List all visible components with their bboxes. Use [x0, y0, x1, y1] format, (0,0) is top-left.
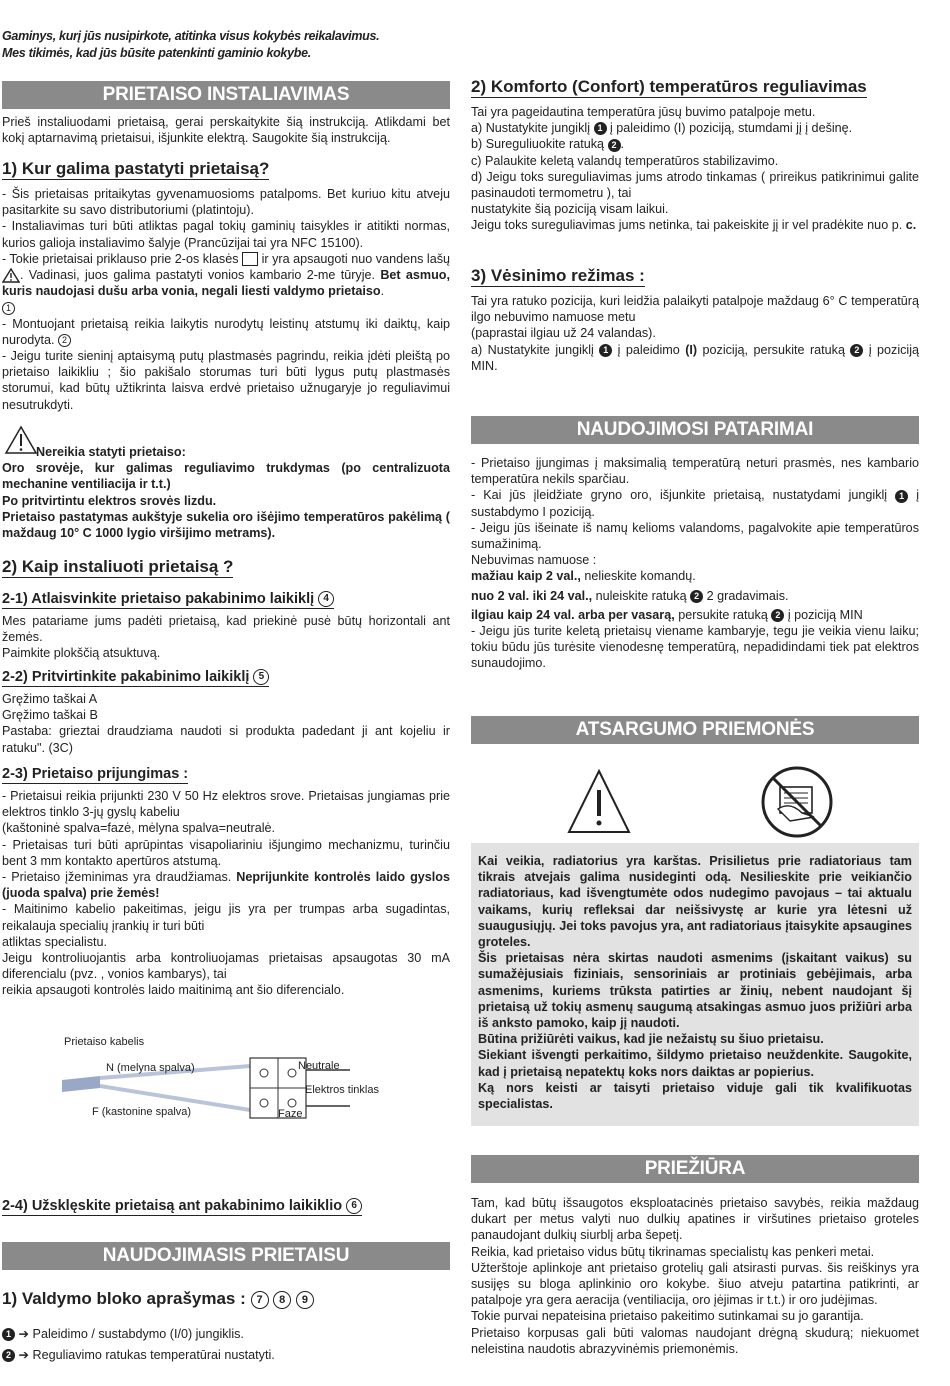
- comfort-5: d) Jeigu toks sureguliavimas jums atrodo tinkamas ( prireikus patikrinimui galite pasinaudoti termometru ), tai: [471, 169, 919, 201]
- label-cable: Prietaiso kabelis: [64, 1036, 145, 1048]
- banner-tips: NAUDOJIMOSI PATARIMAI: [471, 416, 919, 444]
- tip-8: - Jeigu jūs turite keletą prietaisų viename kambaryje, tegu jie veikia vienu laiku; tokiu būdu jūs turėsite vienodesnę temperatūrą, nepadidindami tiek pat elektros sunaudojimo.: [471, 624, 919, 671]
- marker-v1: 1: [599, 344, 612, 357]
- tip-2a: - Kai jūs įleidžiate gryno oro, išjunkite prietaisą, nustatydami jungiklį: [471, 488, 888, 503]
- precaution-3: Būtina prižiūrėti vaikus, kad jie nežaistų su šiuo prietaisu.: [478, 1032, 824, 1047]
- heading-2-4: [2, 1197, 362, 1216]
- banner-maintenance: PRIEŽIŪRA: [471, 1155, 919, 1183]
- tip-6b: nuleiskite ratuką: [595, 588, 687, 603]
- control-item-1: ➔ Paleidimo / sustabdymo (I/0) jungiklis.: [18, 1327, 244, 1341]
- where-text: - Šis prietaisas pritaikytas gyvenamuosioms patalpoms. Bet kuriuo kitu atveju pasitarkite su savo distributoriumi (platintoju). - Instaliavimas turi būti atliktas pagal tokių gaminių taisykles ir atitikti normas, kurios galioja instaliavimo šalyje (Prancūzijai tai yra NFC 15100). - Tokie prietaisai priklauso prie 2-os klasės ir yra apsaugoti nuo vandens lašų . Vadinasi, juos galima pastatyti vonios kambario 2-me tūryje. Bet asmuo, kuris naudojasi dušu arba vonia, negali liesti valdymo prietaiso. 1 - Montuojant prietaisą reikia laikytis nurodytų leistinų atstumų iki daiktų, kaip nurodyta. 2 - Jeigu turite sieninį aptaisymą putų plastmasės pagrindu, reikia įdėti pleištą po prietaiso laikikliu ; šio pakišalo storumas turi būti lygus putų plastmasės storumui, kad būtų užtikrinta laisva erdvė prietaiso užnugaryje jo reguliavimui nesutrukdyti.: [2, 187, 451, 412]
- marker-4: 4: [318, 591, 334, 607]
- text-2-3h: Jeigu kontroliuojantis arba kontroliuojamas prietaisas apsaugotas 30 mA diferencialu (pvz. , vonios kambarys), tai: [2, 951, 450, 982]
- heading-cooling: 3) Vėsinimo režimas :: [471, 266, 645, 285]
- where-5: - Jeigu turite sieninį aptaisymą putų plastmasės pagrindu, reikia įdėti pleištą po prietaiso laikikliu ; šio pakišalo storumas turi būti lygus putų plastmasės storumui, kad būtų užtikrinta laisva erdvė prietaiso užnugaryje jo reguliavimui nesutrukdyti.: [2, 349, 450, 412]
- precautions-box: [471, 843, 919, 1126]
- cooling-3b: į paleidimo: [617, 342, 680, 357]
- cooling-3d: poziciją, persukite ratuką: [702, 342, 845, 357]
- heading-2-1: [2, 590, 334, 609]
- marker-t6: 2: [690, 590, 703, 603]
- comfort-7b: c.: [905, 218, 917, 233]
- wiring-diagram: [60, 1032, 400, 1124]
- precaution-2: Šis prietaisas nėra skirtas naudoti asmenims (įskaitant vaikus) su sumažėjusiais fiziniais, sensoriniais ar protiniais gebėjimais, arba asmenims, kuriems trūksta patirties ar žinių, nebent naudojant šį prietaisą už tokių asmenų saugumą atsakingas asmuo juos prižiūri arba iš anksto pamoko, kaip jį naudoti.: [478, 951, 912, 1031]
- warning-triangle-icon: [2, 268, 20, 283]
- tip-3: - Jeigu jūs išeinate iš namų kelioms valandoms, pagalvokite apie temperatūros sumažinimą.: [471, 520, 919, 552]
- label-network: Elektros tinklas: [305, 1084, 379, 1096]
- marker-c3: 2: [608, 139, 621, 152]
- precaution-1: Kai veikia, radiatorius yra karštas. Prisilietus prie radiatoriaus tam tikrais atvejais galima nusideginti odą. Nesilieskite prie veikiančio radiatoriaus, kad išvengtumėte odos nudegimo pavojaus – tai aktualu vaikams, kurių refleksai dar neišsivystę ar kurie yra lėtesni už suaugusiųjų. Jei toks pavojus yra, ant radiatoriaus įtaisykite apsaugines groteles.: [478, 854, 912, 950]
- maintenance-3: Užterštoje aplinkoje ant prietaiso grotelių gali atsirasti purvas. šis reiškinys yra susijęs su bloga aplinkinio oro kokybe. šiuo atveju patartina patikrinti, ar patalpoje yra gera aeracija (ventiliacija, oro įėjimas ir t.t.) ir oro judėjimas.: [471, 1260, 919, 1308]
- marker-filled-1: 1: [2, 1328, 15, 1341]
- install-intro: Prieš instaliuodami prietaisą, gerai perskaitykite šią instrukciją. Atlikdami bet kokį aptarnavimą prietaisui, išjunkite elektrą. Saugokite šią instrukciją.: [2, 115, 450, 146]
- comfort-2b: į paleidimo (I) poziciją, stumdami jį į dešinę.: [610, 121, 853, 136]
- marker-8: 8: [273, 1291, 291, 1309]
- warning-block: [2, 444, 450, 541]
- class-2-square-icon: [242, 252, 258, 266]
- precautions-text: [471, 843, 919, 1112]
- cooling-text: [471, 293, 919, 374]
- control-item-2: ➔ Reguliavimo ratukas temperatūrai nustatyti.: [18, 1348, 275, 1362]
- comfort-4: c) Palaukite keletą valandų temperatūros stabilizavimo.: [471, 153, 779, 168]
- text-2-1: [2, 613, 450, 662]
- heading-how: 2) Kaip instaliuoti prietaisą ?: [2, 557, 234, 576]
- tip-6c: 2 gradavimais.: [706, 588, 789, 603]
- intro: [2, 28, 522, 62]
- intro-line-1: Gaminys, kurį jūs nusipirkote, atitinka visus kokybės reikalavimus.: [2, 29, 380, 43]
- comfort-2a: a) Nustatykite jungiklį: [471, 121, 590, 136]
- marker-1: 1: [2, 302, 15, 315]
- warning-1: Oro srovėje, kur galimas reguliavimo trukdymas (po centralizuota mechanine ventiliacija ir t.t.): [2, 461, 450, 492]
- text-2-3b: (kaštoninė spalva=fazė, mėlyna spalva=neutralė.: [2, 821, 276, 836]
- tip-1: - Prietaiso įjungimas į maksimalią temperatūrą neturi prasmės, nes kambario temperatūra nekils sparčiau.: [471, 456, 919, 487]
- label-f: F (kastonine spalva): [92, 1106, 192, 1118]
- where-3c: . Vadinasi, juos galima pastatyti vonios kambario 2-me tūryje.: [20, 268, 376, 283]
- marker-2: 2: [58, 334, 71, 347]
- text-2-2a: Gręžimo taškai A: [2, 692, 98, 706]
- cooling-3e: į poziciją MIN.: [471, 342, 920, 373]
- text-2-3g: atliktas specialistu.: [2, 934, 107, 949]
- comfort-3: b) Sureguliuokite ratuką: [471, 137, 605, 152]
- where-1: - Šis prietaisas pritaikytas gyvenamuosioms patalpoms. Bet kuriuo kitu atveju pasitarkite su savo distributoriumi (platintoju).: [2, 187, 450, 218]
- marker-c2: 1: [594, 122, 607, 135]
- text-2-1a: Mes patariame jums padėti prietaisą, kad priekinė pusė būtų horizontali ant žemės.: [2, 614, 450, 645]
- cooling-3a: a) Nustatykite jungiklį: [471, 342, 594, 357]
- marker-6: 6: [346, 1198, 362, 1214]
- marker-filled-2: 2: [2, 1349, 15, 1362]
- text-2-3: [2, 788, 450, 999]
- maintenance-1: Tam, kad būtų išsaugotos eksploatacinės prietaiso savybės, reikia maždaug dukart per metus valyti nuo dulkių apatines ir viršutines prietaiso groteles panaudojant dulkių siurblį arba šepetį.: [471, 1196, 919, 1243]
- tip-4: Nebuvimas namuose :: [471, 553, 597, 568]
- text-2-1b: Paimkite plokščią atsuktuvą.: [2, 646, 161, 661]
- comfort-7: Jeigu toks sureguliavimas jums netinka, tai pakeiskite jį ir vel pradėkite nuo p.: [471, 218, 903, 233]
- control-list: [2, 1324, 450, 1366]
- text-2-3d: - Prietaiso įžeminimas yra draudžiamas.: [2, 870, 232, 885]
- where-3a: - Tokie prietaisai priklauso prie 2-os klasės: [2, 251, 239, 266]
- tips-text: [471, 455, 919, 672]
- heading-2-2-text: 2-2) Pritvirtinkite pakabinimo laikiklį: [2, 669, 250, 685]
- heading-2-4-text: 2-4) Užsklęskite prietaisą ant pakabinimo laikiklio: [2, 1198, 343, 1214]
- warning-hot-surface-icon: [566, 768, 632, 836]
- intro-line-2: Mes tikimės, kad jūs būsite patenkinti gaminio kokybe.: [2, 46, 311, 60]
- tip-2b: į sustabdymo I poziciją.: [471, 488, 919, 519]
- cooling-2: (paprastai ilgiau už 24 valandas).: [471, 326, 656, 341]
- precaution-5: Ką nors keisti ar taisyti prietaiso viduje gali tik kvalifikuotas specialistas.: [478, 1080, 912, 1112]
- marker-9: 9: [296, 1291, 314, 1309]
- label-phase: Faze: [278, 1108, 303, 1120]
- heading-2-2: [2, 668, 269, 687]
- marker-t2: 1: [895, 490, 908, 503]
- cooling-1: Tai yra ratuko pozicija, kuri leidžia palaikyti patalpoje maždaug 6° C temperatūrą ilgo nebuvimo namuose metu: [471, 294, 919, 325]
- banner-precautions: ATSARGUMO PRIEMONĖS: [471, 716, 919, 744]
- warning-title: Nereikia statyti prietaiso:: [36, 445, 186, 459]
- maintenance-text: [471, 1195, 919, 1357]
- tip-7c: į poziciją MIN: [787, 607, 863, 622]
- text-2-3e: Neprijunkite kontrolės laido gyslos (juoda spalva) prie žemės!: [2, 870, 451, 901]
- text-2-3f: - Maitinimo kabelio pakeitimas, jeigu jis yra per trumpas arba sugadintas, reikalauja specialių įrankių ir turi būti: [2, 902, 450, 933]
- marker-7: 7: [251, 1291, 269, 1309]
- tip-5a: mažiau kaip 2 val.,: [471, 569, 581, 584]
- comfort-text: Tai yra pageidautina temperatūra jūsų buvimo patalpoje metu. a) Nustatykite jungiklį 1 į paleidimo (I) poziciją, stumdami jį į dešinę. b) Sureguliuokite ratuką 2 . c) Palaukite keletą valandų temperatūros stabilizavimo. d) Jeigu toks sureguliavimas jums atrodo tinkamas ( prireikus patikrinimui galite pasinaudoti termometru ), tai nustatykite šią poziciją visam laikui. Jeigu toks sureguliavimas jums netinka, tai pakeiskite jį ir vel pradėkite nuo p. c.: [471, 105, 919, 233]
- heading-control-text: 1) Valdymo bloko aprašymas :: [2, 1289, 246, 1308]
- text-2-2c: Pastaba: grieztai draudziama naudoti si produkta padedant ji ant kojeliu ir ratuku". (3C): [2, 724, 450, 755]
- warning-2: Po pritvirtintu elektros srovės lizdu.: [2, 493, 217, 508]
- marker-v2: 2: [850, 344, 863, 357]
- marker-5: 5: [253, 669, 269, 685]
- heading-comfort: 2) Komforto (Confort) temperatūros reguliavimas: [471, 77, 867, 96]
- tip-7a: ilgiau kaip 24 val. arba per vasarą,: [471, 607, 675, 622]
- tip-7b: persukite ratuką: [678, 607, 768, 622]
- label-neutral: Neutrale: [298, 1060, 340, 1072]
- heading-control: [2, 1289, 314, 1309]
- tip-5b: nelieskite komandų.: [584, 569, 696, 584]
- do-not-cover-icon: [760, 765, 834, 839]
- warning-3: Prietaiso pastatymas aukštyje sukelia oro išėjimo temperatūros pakėlimą ( maždaug 10° C 1000 lygio viršijimo metrams).: [2, 509, 450, 541]
- comfort-1: Tai yra pageidautina temperatūra jūsų buvimo patalpoje metu.: [471, 105, 816, 119]
- where-3b: ir yra apsaugoti nuo vandens lašų: [261, 251, 451, 266]
- banner-installation: PRIETAISO INSTALIAVIMAS: [2, 81, 450, 109]
- where-4a: - Montuojant prietaisą reikia laikytis nurodytų leistinų atstumų iki daiktų, kaip nurodyta.: [2, 316, 450, 347]
- comfort-6: nustatykite šią poziciją visam laikui.: [471, 202, 669, 217]
- where-2: - Instaliavimas turi būti atliktas pagal tokių gaminių taisykles ir atitikti normas, kurios galioja instaliavimo šalyje (Prancūzijai tai yra NFC 15100).: [2, 219, 450, 250]
- banner-usage: NAUDOJIMASIS PRIETAISU: [2, 1242, 450, 1270]
- cooling-3c: (I): [685, 342, 698, 357]
- maintenance-4: Tokie purvai nepateisina prietaiso pakeitimo sutinkamai su jo garantija.: [471, 1309, 864, 1324]
- heading-where: 1) Kur galima pastatyti prietaisą?: [2, 159, 270, 178]
- where-3d: Bet asmuo, kuris naudojasi dušu arba vonia, negali liesti valdymo prietaiso: [2, 268, 450, 299]
- label-n: N (melyna spalva): [106, 1062, 195, 1074]
- heading-2-1-text: 2-1) Atlaisvinkite prietaiso pakabinimo laikiklį: [2, 591, 315, 607]
- maintenance-5: Prietaiso korpusas gali būti valomas naudojant drėgną skudurą; niekuomet neleistina naudotis abrazyvinėmis priemonėmis.: [471, 1325, 919, 1356]
- maintenance-2: Reikia, kad prietaiso vidus būtų tikrinamas specialistų kas penkeri metai.: [471, 1244, 875, 1259]
- text-2-2: [2, 691, 450, 756]
- text-2-3c: - Prietaisas turi būti aprūpintas visapoliariniu išjungimo mechanizmu, turinčiu bent 3 mm kontakto apertūros atstumą.: [2, 837, 450, 868]
- heading-2-3: 2-3) Prietaiso prijungimas :: [2, 766, 189, 782]
- text-2-3a: - Prietaisui reikia prijunkti 230 V 50 Hz elektros srove. Prietaisas jungiamas prie elektros tinklo 3-jų gyslų kabeliu: [2, 789, 450, 820]
- tip-6a: nuo 2 val. iki 24 val.,: [471, 588, 593, 603]
- text-2-3i: reikia apsaugoti kontrolės laido maitinimą ant šio diferencialo.: [2, 983, 345, 998]
- text-2-2b: Gręžimo taškai B: [2, 708, 98, 723]
- precaution-4: Siekiant išvengti perkaitimo, šildymo prietaiso neuždenkite. Saugokite, kad į prietaisą nepatektų koks nors daiktas ar popierius.: [478, 1048, 912, 1079]
- marker-t7: 2: [771, 609, 784, 622]
